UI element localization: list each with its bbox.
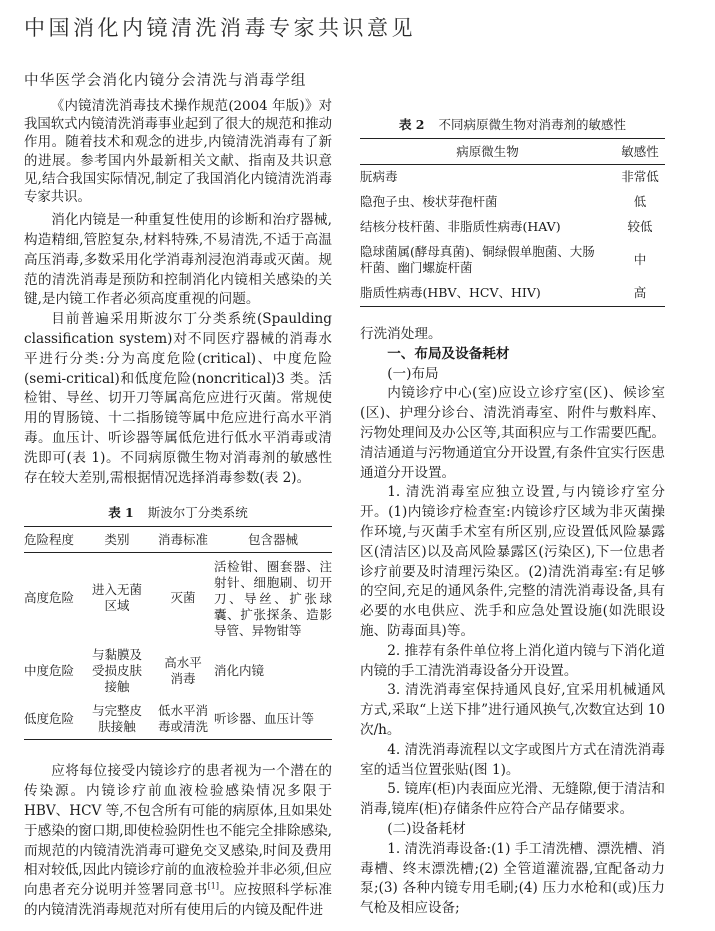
table1-caption xyxy=(24,504,332,522)
table2-sensitivity xyxy=(360,138,665,307)
paragraph: 3. 清洗消毒室保持通风良好,宜采用机械通风方式,采取“上送下排”进行通风换气,次数宜达到 10 次/h。 xyxy=(360,682,665,738)
paragraph: 5. 镜库(柜)内表面应光滑、无缝隙,便于清洁和消毒,镜库(柜)存储条件应符合产品存储要求。 xyxy=(360,781,665,818)
table2-label: 表 2 xyxy=(398,117,425,132)
table-cell: 中度危险 xyxy=(24,663,75,679)
table-cell: 听诊器、血压计等 xyxy=(214,711,315,727)
table-cell: 非常低 xyxy=(621,169,659,184)
paragraph: 4. 清洗消毒流程以文字或图片方式在清洗消毒室的适当位置张贴(图 1)。 xyxy=(360,741,665,778)
table-cell: 与完整皮肤接触 xyxy=(91,703,142,735)
table-header: 包含器械 xyxy=(214,527,332,553)
table-cell: 较低 xyxy=(627,219,653,234)
left-bottom-text xyxy=(24,762,332,920)
paragraph: 2. 推荐有条件单位将上消化道内镜与下消化道内镜的手工清洗消毒设备分开设置。 xyxy=(360,642,665,679)
table-cell: 活检钳、圈套器、注射针、细胞刷、切开刀、导丝、扩张球囊、扩张探条、造影导管、异物钳等 xyxy=(214,559,332,639)
author-group: 中华医学会消化内镜分会清洗与消毒学组 xyxy=(24,73,307,89)
table-row xyxy=(360,215,665,240)
paragraph: 1. 清洗消毒室应独立设置,与内镜诊疗室分开。(1)内镜诊疗检查室:内镜诊疗区域为非灭菌操作环境,与灭菌手术室有所区别,应设置低风险暴露区(清洁区)以及高风险暴露区(污染区),下一位患者诊疗前要及时清理污染区。(2)清洗消毒室:有足够的空间,充足的通风条件,完整的清洗消毒设备,具有必要的水电供应、洗手和应急处置设施(如洗眼设施、防毒面具)等。 xyxy=(360,484,665,639)
subsection-heading: (一)布局 xyxy=(387,365,439,382)
table-cell: 灭菌 xyxy=(170,590,196,606)
left-column xyxy=(24,70,332,921)
table-header: 消毒标准 xyxy=(152,527,214,553)
table-cell: 高水平消毒 xyxy=(164,655,202,687)
table-cell: 隐球菌属(酵母真菌)、铜绿假单胞菌、大肠杆菌、幽门螺旋杆菌 xyxy=(360,244,595,275)
intro-paragraph: 《内镜清洗消毒技术操作规范(2004 年版)》对我国软式内镜清洗消毒事业起到了很大的规范和推动作用。随着技术和观念的进步,内镜清洗消毒有了新的进展。参考国内外最新相关文献、指南及共识意见,结合我国实际情况,制定了我国消化内镜清洗消毒专家共识。 xyxy=(24,99,332,206)
table-header-row xyxy=(24,527,332,553)
table-cell: 低度危险 xyxy=(24,711,75,727)
right-body-text xyxy=(360,325,665,919)
table-row xyxy=(24,553,332,644)
table-cell: 中 xyxy=(633,252,647,267)
paragraph: 消化内镜是一种重复性使用的诊断和治疗器械,构造精细,管腔复杂,材料特殊,不易清洗,不适于高温高压消毒,多数采用化学消毒剂浸泡消毒或灭菌。规范的清洗消毒是预防和控制消化内镜相关感染的关键,是内镜工作者必须高度重视的问题。 xyxy=(24,212,332,308)
subsection-heading: (二)设备耗材 xyxy=(387,820,466,837)
left-body-text xyxy=(24,211,332,488)
table-row xyxy=(360,190,665,215)
paragraph: 1. 清洗消毒设备:(1) 手工清洗槽、漂洗槽、消毒槽、终末漂洗槽;(2) 全管道灌流器,宜配备动力泵;(3) 各种内镜专用毛刷;(4) 压力水枪和(或)压力气枪及相应设备; xyxy=(360,840,665,917)
table1-label: 表 1 xyxy=(108,505,134,521)
table-cell: 朊病毒 xyxy=(360,169,398,184)
paragraph-text: 。应按照科学标准的内镜清洗消毒规范对所有使用后的内镜及配件进 xyxy=(24,882,333,918)
paragraph-text: 应将每位接受内镜诊疗的患者视为一个潜在的传染源。内镜诊疗前血液检验感染情况多限于 HBV、HCV 等,不包含所有可能的病原体,且如果处于感染的窗口期,即使检验阴性也不能完全排除感染,而规范的内镜清洗消毒可避免交叉感染,时间及费用相对较低,因此内镜诊疗前的血液检验并非必须,但应向患者充分说明并签署同意书 xyxy=(24,763,332,899)
table-header: 危险程度 xyxy=(24,527,82,553)
paragraph: 目前普遍采用斯波尔丁分类系统(Spaulding classification system)对不同医疗器械的消毒水平进行分类:分为高度危险(critical)、中度危险(semi-critical)和低度危险(noncritical)3 类。活检钳、导丝、切开刀等属高危应进行灭菌。常规使用的胃肠镜、十二指肠镜等属中危应进行高水平消毒。血压计、听诊器等属低危进行低水平消毒或清洗即可(表 1)。不同病原微生物对消毒剂的敏感性存在较大差别,需根据情况选择消毒参数(表 2)。 xyxy=(24,311,332,486)
intro-paragraph-block xyxy=(24,98,332,207)
table-header: 病原微生物 xyxy=(360,139,615,165)
paragraph xyxy=(24,762,332,920)
table-row xyxy=(24,699,332,740)
table-header-row xyxy=(360,139,665,165)
paragraph: 行洗消处理。 xyxy=(360,326,442,342)
table-header: 类别 xyxy=(82,527,152,553)
table-cell: 脂质性病毒(HBV、HCV、HIV) xyxy=(360,285,541,300)
table-header: 敏感性 xyxy=(615,139,665,165)
table2-caption xyxy=(360,116,665,134)
document-title: 中国消化内镜清洗消毒专家共识意见 xyxy=(24,16,416,40)
two-column-body xyxy=(0,42,715,931)
table2-title: 不同病原微生物对消毒剂的敏感性 xyxy=(438,117,627,132)
table-cell: 高 xyxy=(633,285,647,300)
table1-spaulding xyxy=(24,526,332,740)
table-cell: 消化内镜 xyxy=(214,663,265,679)
table-row xyxy=(24,643,332,699)
table-cell: 低水平消毒或清洗 xyxy=(157,703,208,735)
table-cell: 隐孢子虫、梭状芽孢杆菌 xyxy=(360,194,498,209)
reference-link[interactable]: [1] xyxy=(207,881,219,891)
table-cell: 高度危险 xyxy=(24,590,75,606)
paragraph: 内镜诊疗中心(室)应设立诊疗室(区)、候诊室(区)、护理分诊台、清洗消毒室、附件与敷料库、污物处理间及办公区等,其面积应与工作需要匹配。清洁通道与污物通道宜分开设置,有条件宜实行医患通道分开设置。 xyxy=(360,385,665,481)
table-cell: 进入无菌区域 xyxy=(91,582,142,614)
table1-title: 斯波尔丁分类系统 xyxy=(147,505,248,521)
table-row xyxy=(360,165,665,191)
table-row xyxy=(360,240,665,281)
table-cell: 结核分枝杆菌、非脂质性病毒(HAV) xyxy=(360,219,561,234)
table-cell: 与黏膜及受损皮肤接触 xyxy=(91,647,142,695)
table-cell: 低 xyxy=(633,194,647,209)
right-column xyxy=(360,116,665,919)
section-heading: 一、布局及设备耗材 xyxy=(387,345,510,362)
table-row xyxy=(360,281,665,307)
